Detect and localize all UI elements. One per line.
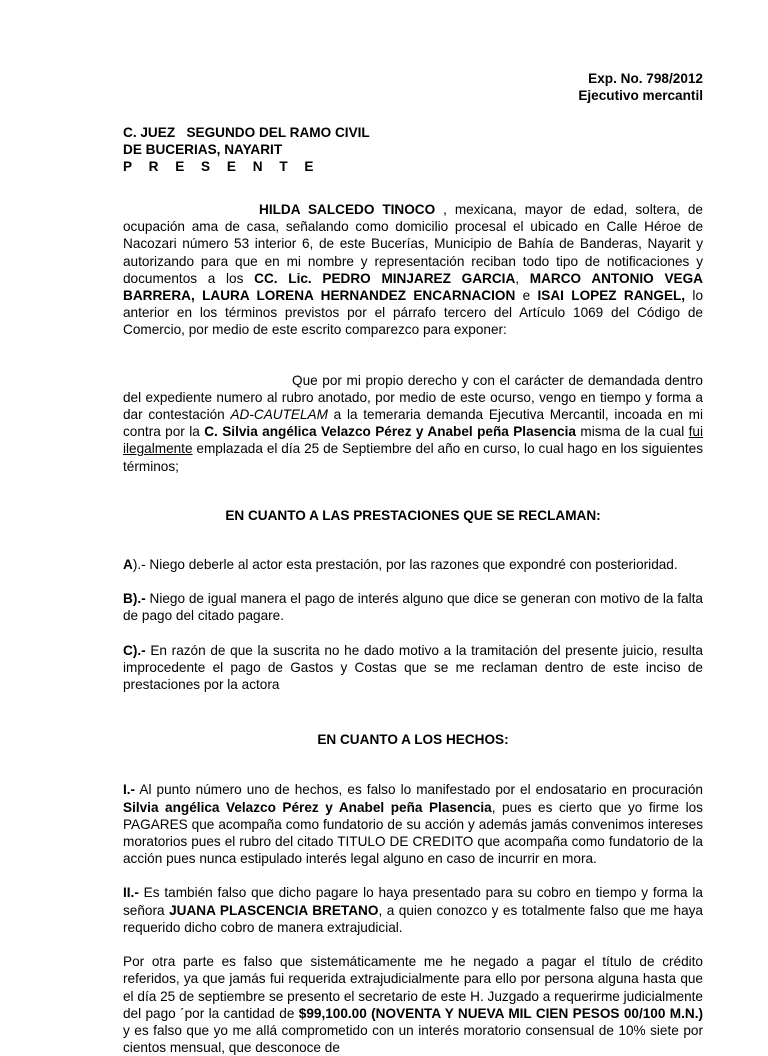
statement-paragraph [123,372,703,475]
other-text-1: Por otra parte es falso que sistemáticamente me he negado a pagar el título de crédito referidos, ya que jamás fui requerida extrajudicialmente para ello por persona alguna hasta que el día 25 de septiembre se presento el secretario de este H. Juzgado a requerirme judicialmente del pago ´por la cantidad de [123,954,703,1021]
heading-hechos: EN CUANTO A LOS HECHOS: [317,732,509,748]
case-header [123,70,703,104]
fact-i-parties: Silvia angélica Velazco Pérez y Anabel peña Plasencia [123,799,492,815]
item-a-text: ).- Niego deberle al actor esta prestación, por las razones que expondré con posterioridad. [132,557,678,573]
addressee-location: DE BUCERIAS, NAYARIT [123,142,283,157]
item-c [123,642,703,694]
item-a [123,556,703,573]
addressee-block [123,124,703,175]
fact-ii [123,884,703,936]
intro-text-1: , mexicana, mayor de edad, soltera, de ocupación ama de casa, señalando como domicilio procesal el ubicado en Calle Héroe de Nacozari número 53 interior 6, de este Bucerías, Municipio de Bahía de Banderas, Nayarit y autorizando para que en mi nombre y representación reciban todo tipo de notificaciones y documentos a los [123,202,703,286]
fact-i-text-2: , pues es cierto que yo firme los PAGARES que acompaña como fundatorio de su acción y además jamás convenimos intereses moratorios pues el rubro del citado TITULO DE CREDITO que acompaña como fundatorio de la acción pues nunca estipulado interés legal alguno en caso de incurrir en mora. [123,799,703,867]
fact-ii-label: II.- [123,885,139,901]
item-b-text: Niego de igual manera el pago de interés alguno que dice se generan con motivo de la falta de pago del citado pagare. [123,591,703,624]
other-paragraph [123,953,703,1056]
other-amount: $99,100.00 (NOVENTA Y NUEVA MIL CIEN PESOS 00/100 M.N.) [298,1005,704,1021]
addressee-presente: P R E S E N T E [123,159,320,174]
fact-i-label: I.- [123,782,136,798]
intro-attorney-3: ISAI LOPEZ RANGEL, [537,288,686,304]
item-c-label: C).- [123,642,146,658]
fact-i-text-1: Al punto número uno de hechos, es falso lo manifestado por el endosatario en procuración [135,782,703,798]
fact-ii-text-2: , a quien conozco y es totalmente falso que me haya requerido dicho cobro de manera extrajudicial. [123,902,703,935]
item-a-label: A [123,557,133,573]
intro-paragraph [123,201,703,339]
statement-text-2: a la temeraria demanda Ejecutiva Mercantil, incoada en mi contra por la [123,407,703,440]
intro-text-3: e [515,288,538,304]
fact-ii-text-1: Es también falso que dicho pagare lo haya presentado para su cobro en tiempo y forma la señora [123,885,703,918]
party-name: HILDA SALCEDO TINOCO [259,202,436,217]
fact-ii-name: JUANA PLASCENCIA BRETANO [169,902,379,918]
document-page [123,70,703,1056]
intro-attorney-1: CC. Lic. PEDRO MINJAREZ GARCIA [254,270,516,286]
heading-prestaciones: EN CUANTO A LAS PRESTACIONES QUE SE RECLAMAN: [225,507,601,523]
item-b [123,590,703,624]
case-number: Exp. No. 798/2012 [588,71,703,86]
addressee-judge: C. JUEZ SEGUNDO DEL RAMO CIVIL [123,125,370,140]
other-text-2: y es falso que yo me allá comprometido con un interés moratorio consensual de 10% siete por cientos mensual, que desconoce de [123,1022,703,1056]
statement-underlined: fui ilegalmente [123,424,704,457]
statement-plaintiffs: C. Silvia angélica Velazco Pérez y Anabel peña Plasencia [204,424,576,440]
intro-attorneys-2: MARCO ANTONIO VEGA BARRERA, LAURA LORENA HERNANDEZ ENCARNACION [123,270,703,304]
intro-text-4: lo anterior en los términos previstos por el párrafo tercero del Artículo 1069 del Código de Comercio, por medio de este escrito comparezco para exponer: [123,288,703,338]
intro-text-2: , [515,270,530,286]
item-b-label: B).- [123,591,146,607]
statement-text-1: Que por mi propio derecho y con el carácter de demandada dentro del expediente numero al rubro anotado, por medio de este ocurso, vengo en tiempo y forma a dar contestación [123,372,703,423]
fact-i [123,781,703,867]
case-type: Ejecutivo mercantil [578,88,703,103]
statement-ad-cautelam: AD-CAUTELAM [230,407,328,423]
statement-text-4: emplazada el día 25 de Septiembre del año en curso, lo cual hago en los siguientes términos; [123,441,703,474]
item-c-text: En razón de que la suscrita no he dado motivo a la tramitación del presente juicio, resulta improcedente el pago de Gastos y Costas que se me reclaman dentro de este inciso de prestaciones por la actora [123,642,703,693]
statement-text-3: misma de la cual [575,424,689,440]
